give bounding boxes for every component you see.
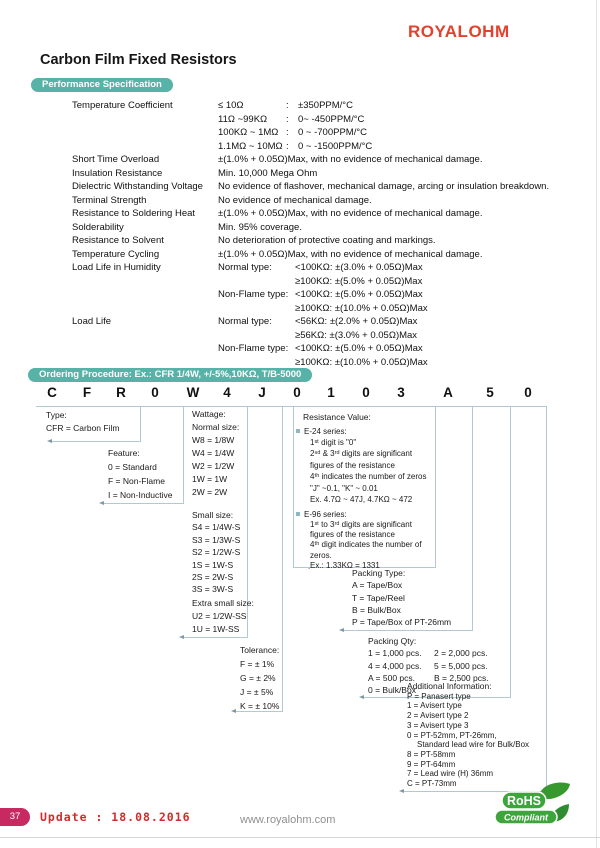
group-additional-info: Additional Information: P = Panasert type 1 = Avisert type 2 = Avisert type 2 3 = Avisert type 3 0 = PT-52mm, PT-26mm, Standard lead wire for Bulk/Box 8 = PT-58mm 9 = PT-64mm 7 = Lead wire (H) 36mm C = PT-73mm bbox=[407, 681, 530, 789]
spec-label: Temperature Cycling bbox=[72, 248, 160, 260]
group-wattage-small: Small size: S4 = 1/4W-S S3 = 1/3W-S S2 = 1/2W-S 1S = 1W-S 2S = 2W-S 3S = 3W-S bbox=[192, 510, 241, 595]
group-title: Tolerance: bbox=[240, 645, 280, 655]
table-row bbox=[0, 194, 596, 208]
spec-range: ≤ 10Ω bbox=[218, 100, 244, 111]
spec-value: ≥56KΩ: ±(3.0% + 0.05Ω)Max bbox=[295, 329, 418, 341]
group-packing-type: Packing Type: A = Tape/Box T = Tape/Reel B = Bulk/Box P = Tape/Box of PT-26mm bbox=[352, 568, 452, 628]
spec-value: <100KΩ: ±(5.0% + 0.05Ω)Max bbox=[295, 289, 423, 300]
group-title: Wattage: bbox=[192, 409, 226, 419]
group-wattage-normal: Wattage: Normal size: W8 = 1/8W W4 = 1/4W W2 = 1/2W 1W = 1W 2W = 2W bbox=[192, 409, 240, 497]
group-feature: Feature: 0 = Standard F = Non-Flame I = Non-Inductive bbox=[108, 448, 173, 500]
spec-value: <56KΩ: ±(2.0% + 0.05Ω)Max bbox=[295, 316, 418, 327]
group-title: Packing Type: bbox=[352, 568, 406, 578]
royalohm-logo: ROYALOHM bbox=[408, 22, 510, 41]
spec-label: Dielectric Withstanding Voltage bbox=[72, 181, 203, 192]
performance-spec-header: Performance Specification bbox=[31, 78, 173, 92]
ordering-procedure-header: Ordering Procedure: Ex.: CFR 1/4W, +/-5%,10KΩ, T/B-5000 bbox=[28, 368, 312, 382]
table-row bbox=[0, 234, 596, 248]
table-row bbox=[0, 248, 596, 262]
spec-value: No evidence of mechanical damage. bbox=[218, 194, 372, 206]
spec-value: ≥100KΩ: ±(10.0% + 0.05Ω)Max bbox=[295, 356, 428, 368]
table-row: Temperature Coefficient ≤ 10Ω : ±350PPM/°C 11Ω ~99KΩ : 0~ -450PPM/°C 100KΩ ~ 1MΩ : 0 ~ -700PPM/°C 1.1MΩ ~ 10MΩ : 0 ~ -1500PPM/°C bbox=[72, 100, 373, 152]
group-title: Additional Information: bbox=[407, 681, 492, 691]
page-number-badge: 37 bbox=[0, 808, 30, 826]
spec-label: Load Life bbox=[72, 316, 112, 327]
spec-value: 0 ~ -700PPM/°C bbox=[298, 127, 368, 138]
left-arrow-icon bbox=[99, 501, 104, 505]
spec-value: Min. 10,000 Mega Ohm bbox=[218, 167, 318, 179]
group-title: Type: bbox=[46, 410, 67, 420]
left-arrow-icon bbox=[231, 709, 236, 713]
code-char: 3 bbox=[397, 385, 405, 400]
group-title: Feature: bbox=[108, 448, 140, 458]
group-packing-qty: Packing Qty: 1 = 1,000 pcs. 2 = 2,000 pcs. 4 = 4,000 pcs. 5 = 5,000 pcs. A = 500 pcs. B = 2,500 pcs. 0 = Bulk/Box bbox=[368, 636, 489, 696]
spec-value: <100KΩ: ±(3.0% + 0.05Ω)Max bbox=[295, 262, 423, 273]
spec-label: Resistance to Soldering Heat bbox=[72, 208, 196, 219]
group-resistance-e96: 1ˢᵗ to 3ʳᵈ digits are significant figures of the resistance 4ᵗʰ digit indicates the number of zeros. Ex.: 1.33KΩ = 1331 bbox=[310, 520, 422, 570]
table-row bbox=[0, 221, 596, 235]
code-char: 0 bbox=[524, 385, 532, 400]
performance-spec-table bbox=[0, 99, 596, 369]
code-char: 0 bbox=[151, 385, 159, 400]
left-arrow-icon bbox=[47, 439, 52, 443]
left-arrow-icon bbox=[339, 628, 344, 632]
spec-label: Resistance to Solvent bbox=[72, 235, 164, 246]
left-arrow-icon bbox=[359, 695, 364, 699]
datasheet-page: ROYALOHM Carbon Film Fixed Resistors Performance Specification Temperature Coefficient ≤ 10Ω : ±350PPM/°C 11Ω ~99KΩ : 0~ -450PPM/°C 100KΩ ~ 1MΩ : 0 ~ -700PPM/°C 1.1MΩ ~ 10MΩ : 0 ~ -1500PPM/°C Short Time Overload ±(1.0% + 0.05Ω)Max, with no evidence of mechanical damage. Insulation Resistance Min. 10,000 Mega Ohm Dielectric Withstanding Voltage No evidence of flashover, mechanical damage, arcing or insulation breakdown. Terminal Strength No evidence of mechanical damage. Resistance to Soldering Heat ±(1.0% + 0.05Ω)Max, with no evidence of mechanical damage. Solderability Min. 95% coverage. Resistance to Solvent No deterioration of protective coating and markings. Temperature Cycling ±(1.0% + 0.05Ω)Max, with no evidence of mechanical damage. Load Life in Humidity Normal type: <100KΩ: ±(3.0% + 0.05Ω)Max ≥100KΩ: ±(5.0% + 0.05Ω)Max Non-Flame type: <100KΩ: ±(5.0% + 0.05Ω)Max ≥100KΩ: ±(10.0% + 0.05Ω)Max Load Life Normal type: <56KΩ: ±(2.0% + 0.05Ω)Max ≥56KΩ: ±(3.0% + 0.05Ω)Max Non-Flame type: <100KΩ: ±(5.0% + 0.05Ω)Max ≥100KΩ: ±(10.0% + 0.05Ω)Max Ordering Procedure: Ex.: CFR 1/4W, +/-5%,10KΩ, T/B-5000 C F R 0 W 4 J 0 1 0 3 A 5 0 Type: CFR = Carbon Film Feature: 0 = Standard F = Non-Flame I = Non-Inductive Wattage: Normal size: W8 = 1/8W W4 = 1/4W W2 = 1/2W 1W = 1W 2W = 2W Small size: S4 = 1/4W-S S3 = 1/3W-S S2 = 1/2W-S 1S = 1W-S 2S = 2W-S 3S = 3W-S Extra small size: U2 = 1/2W-SS 1U = 1W-SS Tolerance: F = ± 1% G = ± 2% J = ± 5% K = ± 10% Resistance Value: E-24 series: 1ˢᵗ digit is "0" 2ⁿᵈ & 3ʳᵈ digits are significant figures of the resistance 4ᵗʰ indicates the number of zeros "J" ~0.1, "K" ~ 0.01 Ex. 4.7Ω ~ 47J, 4.7KΩ ~ 472 E-96 series: 1ˢᵗ to 3ʳᵈ digits are significant figures of the resistance 4ᵗʰ digit indicates the number of zeros. Ex.: 1.33KΩ = 1331 Packing Type: A = Tape/Box T = Tape/Reel B = Bulk/Box P = Tape/Box of PT-26mm Packing Qty: 1 = 1,000 pcs. 2 = 2,000 pcs. 4 = 4,000 pcs. 5 = 5,000 pcs. A = 500 pcs. B = 2,500 pcs. 0 = Bulk/Box Additional Information: P = Panasert type 1 = Avisert type 2 = Avisert type 2 3 = Avisert type 3 0 = PT-52mm, PT-26mm, Standard lead wire for Bulk/Box 8 = PT-58mm 9 = PT-64mm 7 = Lead wire (H) 36mm C = PT-73mm 37 Update : 18.08.2016 www.royalohm.com RoHS Compliant bbox=[0, 0, 600, 848]
group-wattage-extra: Extra small size: U2 = 1/2W-SS 1U = 1W-SS bbox=[192, 598, 254, 634]
spec-range: 1.1MΩ ~ 10MΩ bbox=[218, 140, 283, 152]
page-title: Carbon Film Fixed Resistors bbox=[40, 52, 237, 68]
spec-value: ±(1.0% + 0.05Ω)Max, with no evidence of mechanical damage. bbox=[218, 248, 483, 260]
spec-label: Temperature Coefficient bbox=[72, 100, 173, 111]
rohs-compliant-logo bbox=[487, 782, 571, 840]
page-right-edge bbox=[596, 0, 597, 848]
spec-range: 11Ω ~99KΩ bbox=[218, 113, 268, 125]
code-char: 1 bbox=[327, 385, 335, 400]
spec-value: ≥100KΩ: ±(10.0% + 0.05Ω)Max bbox=[295, 302, 428, 314]
code-char: 5 bbox=[486, 385, 494, 400]
group-title: Packing Qty: bbox=[368, 636, 417, 646]
code-char: 4 bbox=[223, 385, 231, 400]
update-date: Update : 18.08.2016 bbox=[40, 810, 191, 824]
spec-value: ±(1.0% + 0.05Ω)Max, with no evidence of mechanical damage. bbox=[218, 154, 483, 165]
table-row bbox=[0, 167, 596, 181]
table-row bbox=[0, 180, 596, 194]
table-row bbox=[0, 153, 596, 167]
code-char: 0 bbox=[362, 385, 370, 400]
spec-label: Short Time Overload bbox=[72, 154, 160, 165]
bullet-icon bbox=[296, 429, 300, 433]
code-char: F bbox=[82, 385, 92, 400]
table-row: Load Life Normal type: <56KΩ: ±(2.0% + 0.05Ω)Max ≥56KΩ: ±(3.0% + 0.05Ω)Max Non-Flame type: <100KΩ: ±(5.0% + 0.05Ω)Max ≥100KΩ: ±(10.0% + 0.05Ω)Max bbox=[72, 316, 428, 368]
spec-value: 0 ~ -1500PPM/°C bbox=[298, 140, 373, 152]
spec-value: No evidence of flashover, mechanical damage, arcing or insulation breakdown. bbox=[218, 181, 550, 192]
spec-value: ±(1.0% + 0.05Ω)Max, with no evidence of mechanical damage. bbox=[218, 208, 483, 219]
website-text: www.royalohm.com bbox=[240, 814, 336, 826]
group-resistance-e24: 1ˢᵗ digit is "0" 2ⁿᵈ & 3ʳᵈ digits are significant figures of the resistance 4ᵗʰ indicates the number of zeros "J" ~0.1, "K" ~ 0.01 Ex. 4.7Ω ~ 47J, 4.7KΩ ~ 472 bbox=[310, 438, 427, 505]
spec-value: Min. 95% coverage. bbox=[218, 221, 302, 233]
group-tolerance: Tolerance: F = ± 1% G = ± 2% J = ± 5% K = ± 10% bbox=[240, 645, 280, 711]
code-char: J bbox=[258, 385, 266, 400]
code-char: R bbox=[116, 385, 126, 400]
spec-label: Solderability bbox=[72, 221, 124, 233]
code-char: W bbox=[186, 385, 200, 400]
spec-value: ±350PPM/°C bbox=[298, 100, 353, 111]
group-title: Resistance Value: bbox=[303, 412, 371, 422]
spec-label: Insulation Resistance bbox=[72, 167, 163, 179]
table-row: Load Life in Humidity Normal type: <100KΩ: ±(3.0% + 0.05Ω)Max ≥100KΩ: ±(5.0% + 0.05Ω)Max Non-Flame type: <100KΩ: ±(5.0% + 0.05Ω)Max ≥100KΩ: ±(10.0% + 0.05Ω)Max bbox=[72, 262, 428, 314]
code-char: C bbox=[47, 385, 57, 400]
spec-value: 0~ -450PPM/°C bbox=[298, 113, 365, 125]
group-type: Type: CFR = Carbon Film bbox=[46, 410, 120, 433]
table-row bbox=[0, 207, 596, 221]
spec-value: ≥100KΩ: ±(5.0% + 0.05Ω)Max bbox=[295, 275, 423, 287]
spec-value: <100KΩ: ±(5.0% + 0.05Ω)Max bbox=[295, 343, 423, 354]
spec-label: Load Life in Humidity bbox=[72, 262, 161, 273]
spec-value: No deterioration of protective coating and markings. bbox=[218, 235, 436, 246]
left-arrow-icon bbox=[399, 789, 404, 793]
code-char: 0 bbox=[293, 385, 301, 400]
spec-label: Terminal Strength bbox=[72, 194, 147, 206]
rohs-text: RoHS bbox=[506, 794, 542, 808]
diagram-top-rule bbox=[36, 406, 547, 407]
bullet-icon bbox=[296, 512, 300, 516]
compliant-text: Compliant bbox=[504, 812, 548, 823]
left-arrow-icon bbox=[179, 635, 184, 639]
spec-range: 100KΩ ~ 1MΩ bbox=[218, 127, 279, 138]
code-char: A bbox=[443, 385, 453, 400]
